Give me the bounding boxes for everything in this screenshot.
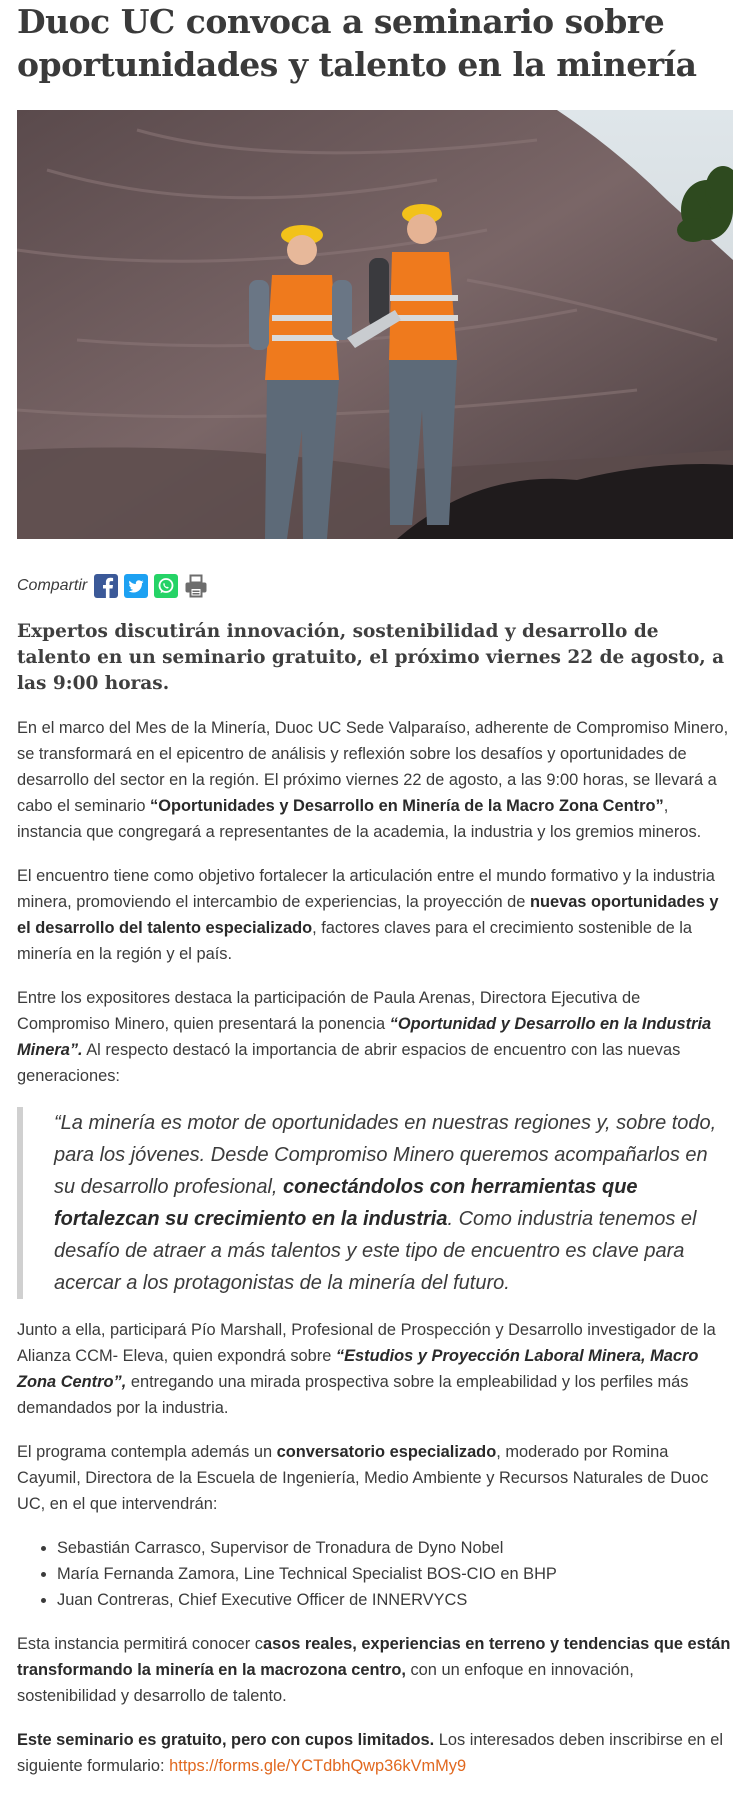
paragraph-6-text: Esta instancia permitirá conocer c: [17, 1635, 263, 1653]
paragraph-4-text: Junto a ella, participará Pío Marshall, Profesional de Prospección y Desarrollo investigador de la Alianza CCM- Eleva, quien expondrá sobre: [17, 1321, 716, 1365]
paragraph-3-text: Entre los expositores destaca la participación de Paula Arenas, Directora Ejecutiva de Compromiso Minero, quien presentará la ponencia: [17, 989, 641, 1033]
quote-highlight: conectándolos con herramientas que fortalezcan su crecimiento en la industria: [54, 1176, 638, 1230]
hero-image: [17, 110, 733, 539]
quote-text: “La minería es motor de oportunidades en nuestras regiones y, sobre todo, para los jóvenes. Desde Compromiso Minero queremos acompañarlos en su desarrollo profesional,: [54, 1112, 717, 1198]
article-lead: Expertos discutirán innovación, sostenibilidad y desarrollo de talento en un seminario gratuito, el próximo viernes 22 de agosto, a las 9:00 horas.: [17, 621, 725, 694]
title-line-1: Duoc UC convoca a seminario sobre: [17, 2, 665, 41]
share-bar: [17, 571, 733, 601]
paragraph-2: [17, 863, 733, 967]
facebook-icon[interactable]: [94, 574, 118, 598]
paragraph-5-text: El programa contempla además un: [17, 1443, 277, 1461]
print-icon[interactable]: [184, 574, 208, 598]
talk-title-1: “Oportunidad y Desarrollo en la Industria Minera”.: [17, 1015, 712, 1059]
talk-title-2: “Estudios y Proyección Laboral Minera, Macro Zona Centro”,: [17, 1347, 699, 1391]
registration-link[interactable]: https://forms.gle/YCTdbhQwp36kVmMy9: [169, 1757, 467, 1775]
paragraph-3: [17, 985, 733, 1089]
quote-text-end: . Como industria tenemos el desafío de atraer a más talentos y este tipo de encuentro es clave para acercar a los protagonistas de la minería del futuro.: [54, 1208, 697, 1294]
free-seminar-note: Este seminario es gratuito, pero con cupos limitados.: [17, 1731, 435, 1749]
paragraph-3-text-end: Al respecto destacó la importancia de abrir espacios de encuentro con las nuevas generaciones:: [17, 1041, 681, 1085]
paragraph-7-text: Los interesados deben inscribirse en el siguiente formulario:: [17, 1731, 723, 1775]
paragraph-1-text: En el marco del Mes de la Minería, Duoc UC Sede Valparaíso, adherente de Compromiso Minero, se transformará en el epicentro de análisis y reflexión sobre los desafíos y oportunidades de desarrollo del sector en la región. El próximo viernes 22 de agosto, a las 9:00 horas, se llevará a cabo el seminario: [17, 719, 729, 815]
paragraph-2-highlight: nuevas oportunidades y el desarrollo del talento especializado: [17, 893, 719, 937]
paragraph-6: [17, 1631, 733, 1709]
paragraph-2-text-end: , factores claves para el crecimiento sostenible de la minería en la región y el país.: [17, 919, 693, 963]
list-item: • Sebastián Carrasco, Supervisor de Tronadura de Dyno Nobel: [57, 1535, 733, 1561]
paragraph-6-text-end: con un enfoque en innovación, sostenibilidad y desarrollo de talento.: [17, 1661, 634, 1705]
paragraph-6-highlight: asos reales, experiencias en terreno y tendencias que están transformando la minería en la macrozona centro,: [17, 1635, 731, 1679]
paragraph-1: [17, 715, 733, 845]
page-title: [17, 0, 733, 86]
paragraph-4-text-end: entregando una mirada prospectiva sobre la empleabilidad y los perfiles más demandados por la industria.: [17, 1373, 689, 1417]
paragraph-7: [17, 1727, 733, 1779]
title-line-2: oportunidades y talento en la minería: [17, 45, 697, 84]
paragraph-5: [17, 1439, 733, 1517]
pull-quote: [17, 1107, 733, 1299]
paragraph-2-text: El encuentro tiene como objetivo fortalecer la articulación entre el mundo formativo y la industria minera, promoviendo el intercambio de experiencias, la proyección de: [17, 867, 715, 911]
seminar-name: “Oportunidades y Desarrollo en Minería de la Macro Zona Centro”: [150, 797, 664, 815]
paragraph-4: [17, 1317, 733, 1421]
paragraph-5-highlight: conversatorio especializado: [276, 1443, 497, 1461]
list-item: • María Fernanda Zamora, Line Technical Specialist BOS-CIO en BHP: [57, 1561, 733, 1587]
list-item: • Juan Contreras, Chief Executive Officer de INNERVYCS: [57, 1587, 733, 1613]
twitter-icon[interactable]: [124, 574, 148, 598]
share-label: Compartir: [17, 577, 88, 594]
paragraph-5-text-end: , moderado por Romina Cayumil, Directora de la Escuela de Ingeniería, Medio Ambiente y Recursos Naturales de Duoc UC, en el que intervendrán:: [17, 1443, 709, 1513]
hero-image-graphic: [17, 110, 733, 539]
paragraph-1-text-end: , instancia que congregará a representantes de la academia, la industria y los gremios mineros.: [17, 797, 702, 841]
speaker-list: [17, 1535, 733, 1613]
whatsapp-icon[interactable]: [154, 574, 178, 598]
